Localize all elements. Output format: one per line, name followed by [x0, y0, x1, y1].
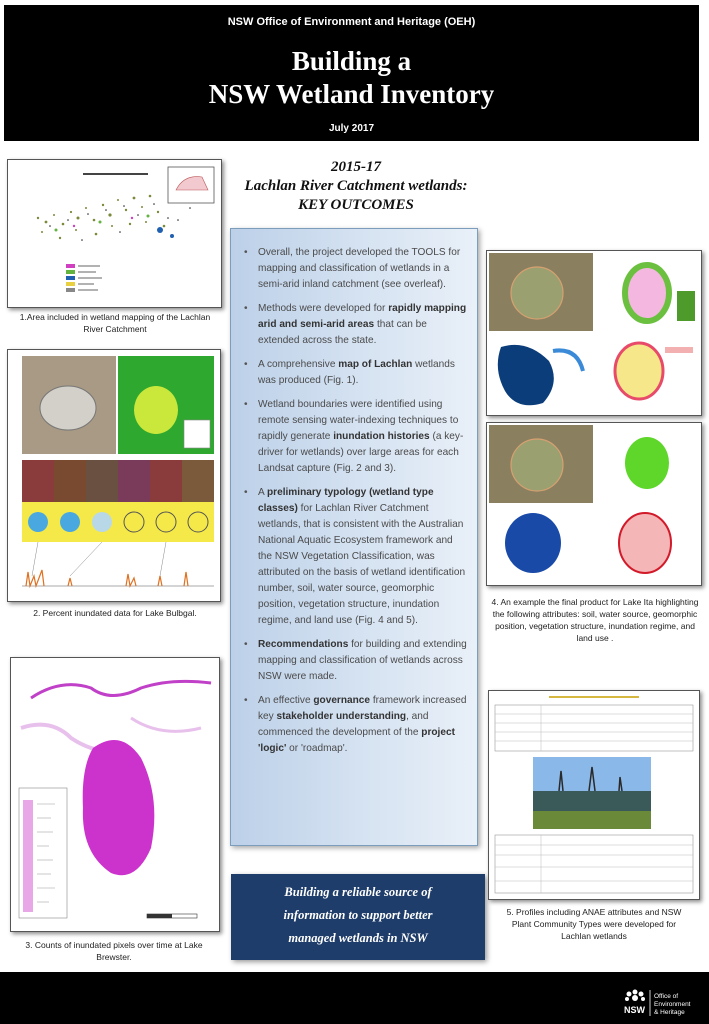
figure-3-inundation-counts [10, 657, 220, 932]
summary-banner [231, 874, 485, 960]
catchment-map-image [8, 160, 221, 307]
figure-3-caption: 3. Counts of inundated pixels over time at Lake Brewster. [25, 940, 203, 962]
banner-line-2: information to support better [283, 908, 433, 922]
figure-5-wetland-profile [488, 690, 700, 900]
poster-title [4, 45, 699, 111]
heading-years: 2015-17 [331, 159, 381, 175]
key-outcomes-list [241, 245, 467, 757]
banner-line-3: managed wetlands in NSW [288, 931, 428, 945]
outcome-emphasis: stakeholder understanding [276, 711, 407, 722]
key-outcome-item [241, 637, 467, 685]
figure-2-caption: 2. Percent inundated data for Lake Bulbgal. [33, 608, 197, 618]
poster-header [4, 5, 699, 141]
logo-line-1: Office of [654, 993, 679, 1000]
outcome-text: or 'roadmap'. [286, 743, 348, 754]
key-outcome-item [241, 301, 467, 349]
outcome-emphasis: inundation histories [333, 431, 430, 442]
poster-date: July 2017 [328, 123, 375, 134]
key-outcome-item [241, 485, 467, 629]
logo-line-3: & Heritage [654, 1009, 685, 1016]
outcome-text: for Lachlan River Catchment wetlands, that is consistent with the Australian National Aquatic Ecosystem framework and the NSW Vegetation Classification, was attributed on the basis of wetland identification number, soil, water source, geomorphic position, vegetation structure, inundation regime, and land use (Fig. 4 and 5). [258, 503, 466, 626]
figure-4-attribute-maps-upper [486, 250, 702, 416]
outcome-text: A comprehensive [258, 359, 339, 370]
key-outcomes-panel [230, 228, 478, 846]
lake-brewster-image [11, 658, 219, 931]
outcome-text: for building and extending mapping and classification of wetlands across NSW were made. [258, 639, 467, 682]
outcome-emphasis: project 'logic' [258, 727, 455, 754]
outcome-emphasis: governance [313, 695, 371, 706]
outcome-text: Wetland boundaries were identified using remote sensing water-indexing techniques to rapidly generate [258, 399, 459, 442]
title-line-2: NSW Wetland Inventory [208, 79, 495, 109]
figure-2-inundation-panels [7, 349, 221, 602]
outcome-text: Methods were developed for [258, 303, 389, 314]
outcome-text: framework increased key [258, 695, 467, 722]
key-outcome-item [241, 245, 467, 293]
outcome-emphasis: map of Lachlan [338, 359, 413, 370]
lake-ita-maps-lower [487, 423, 701, 585]
outcome-text: A [258, 487, 267, 498]
poster-footer [0, 972, 709, 1024]
outcome-emphasis: Recommendations [258, 639, 349, 650]
figure-1-caption: 1.Area included in wetland mapping of the Lachlan River Catchment [19, 312, 211, 334]
wetland-profile-document [489, 691, 699, 899]
figure-1-catchment-map [7, 159, 222, 308]
logo-line-2: Environment [654, 1001, 691, 1008]
figure-4-attribute-maps-lower [486, 422, 702, 586]
figure-4-caption: 4. An example the final product for Lake Ita highlighting the following attributes: soil, water source, geomorphic position, vegetation structure, inundation regime, and land use . [491, 597, 699, 643]
title-line-1: Building a [291, 46, 412, 76]
outcome-emphasis: rapidly mapping arid and semi-arid areas [258, 303, 467, 330]
outcome-text: Overall, the project developed the TOOLS for mapping and classification of wetlands in a semi-arid inland catchment (see overleaf). [258, 247, 461, 290]
outcome-text: , and commenced the development of the [258, 711, 429, 738]
organisation-name: NSW Office of Environment and Heritage (OEH) [227, 16, 476, 28]
key-outcome-item [241, 357, 467, 389]
heading-subject: Lachlan River Catchment wetlands: [244, 178, 468, 194]
key-outcomes-heading [232, 158, 480, 215]
figure-5-caption: 5. Profiles including ANAE attributes and NSW Plant Community Types were developed for Lachlan wetlands [506, 907, 682, 941]
key-outcome-item [241, 397, 467, 477]
logo-mark: NSW [624, 1005, 645, 1015]
lake-ita-maps-upper [487, 251, 701, 415]
heading-key-outcomes: KEY OUTCOMES [298, 197, 414, 213]
nsw-oeh-logo [621, 988, 699, 1018]
banner-line-1: Building a reliable source of [284, 885, 432, 899]
outcome-text: that can be extended across the state. [258, 319, 427, 346]
outcome-emphasis: preliminary typology (wetland type classes) [258, 487, 434, 514]
lake-bulbgal-image [8, 350, 220, 601]
outcome-text: An effective [258, 695, 314, 706]
outcome-text: wetlands was produced (Fig. 1). [258, 359, 455, 386]
key-outcome-item [241, 693, 467, 757]
outcome-text: (a key-driver for wetlands) over large areas for each Landsat capture (Fig. 2 and 3). [258, 431, 464, 474]
